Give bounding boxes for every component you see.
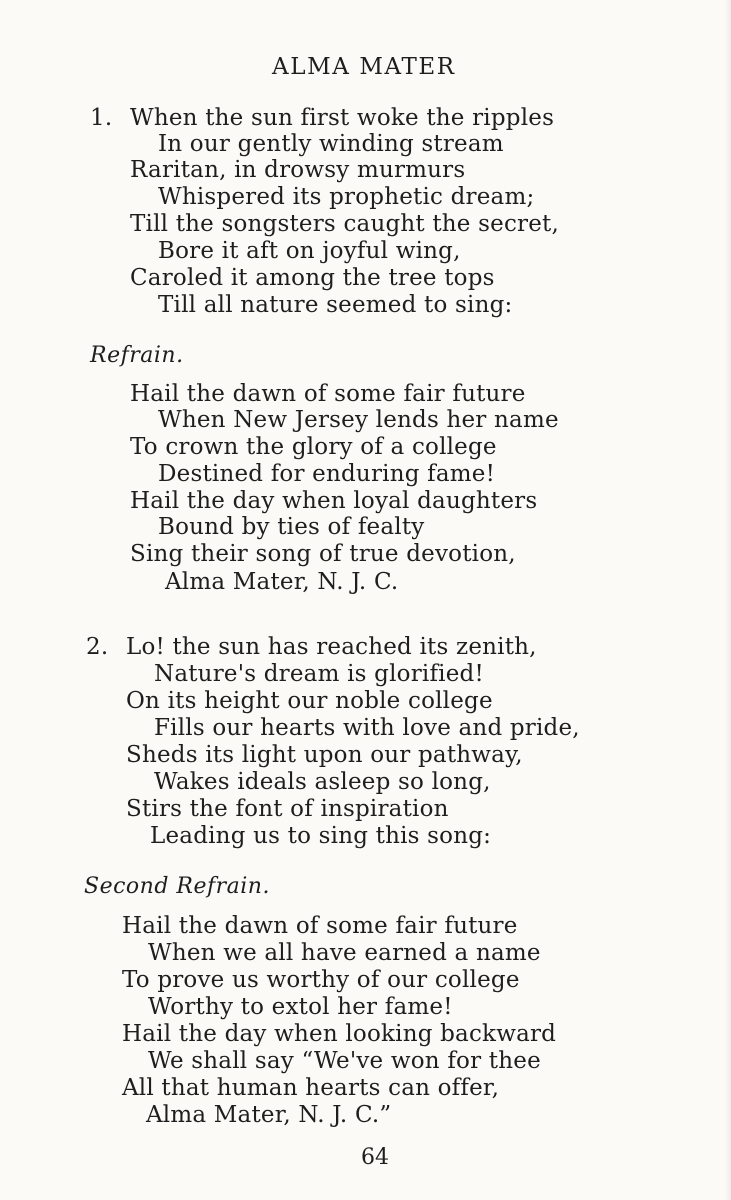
verse-line: Till all nature seemed to sing: <box>158 292 513 318</box>
verse-line: Caroled it among the tree tops <box>130 265 495 291</box>
verse-line: Wakes ideals asleep so long, <box>154 769 491 795</box>
refrain-line: Bound by ties of fealty <box>158 514 425 540</box>
verse-line: Sheds its light upon our pathway, <box>126 742 523 768</box>
song-title: ALMA MATER <box>272 54 456 80</box>
verse-line: Whispered its prophetic dream; <box>158 184 535 210</box>
page-number: 64 <box>361 1145 389 1170</box>
verse-line: Lo! the sun has reached its zenith, <box>126 634 537 660</box>
second-refrain-heading: Second Refrain. <box>84 874 270 899</box>
refrain-line: Sing their song of true devotion, <box>130 541 516 567</box>
refrain-line: To prove us worthy of our college <box>122 967 520 993</box>
refrain-line: To crown the glory of a college <box>130 434 497 460</box>
verse-number: 2. <box>86 634 109 660</box>
refrain-line: Alma Mater, N. J. C. <box>165 569 399 595</box>
verse-line: Raritan, in drowsy murmurs <box>130 157 466 183</box>
refrain-line: Destined for enduring fame! <box>158 461 496 487</box>
verse-line: In our gently winding stream <box>158 131 504 157</box>
verse-line: Stirs the font of inspiration <box>126 796 449 822</box>
verse-line: Till the songsters caught the secret, <box>130 211 559 237</box>
verse-number: 1. <box>90 105 113 131</box>
verse-line: Nature's dream is glorified! <box>154 661 484 687</box>
refrain-line: Worthy to extol her fame! <box>148 994 453 1020</box>
refrain-line: Alma Mater, N. J. C.” <box>146 1102 392 1128</box>
refrain-line: When New Jersey lends her name <box>158 407 559 433</box>
verse-line: Leading us to sing this song: <box>150 823 492 849</box>
refrain-line: We shall say “We've won for thee <box>148 1048 541 1074</box>
refrain-line: Hail the dawn of some fair future <box>122 913 518 939</box>
refrain-line: When we all have earned a name <box>148 940 541 966</box>
refrain-line: Hail the day when loyal daughters <box>130 488 538 514</box>
refrain-line: Hail the dawn of some fair future <box>130 381 526 407</box>
verse-line: When the sun first woke the ripples <box>130 105 555 131</box>
refrain-line: All that human hearts can offer, <box>122 1075 500 1101</box>
verse-line: Bore it aft on joyful wing, <box>158 238 461 264</box>
page-edge-shadow <box>725 0 731 1200</box>
verse-line: On its height our noble college <box>126 688 493 714</box>
refrain-line: Hail the day when looking backward <box>122 1021 557 1047</box>
verse-line: Fills our hearts with love and pride, <box>154 715 580 741</box>
refrain-heading: Refrain. <box>90 343 184 368</box>
